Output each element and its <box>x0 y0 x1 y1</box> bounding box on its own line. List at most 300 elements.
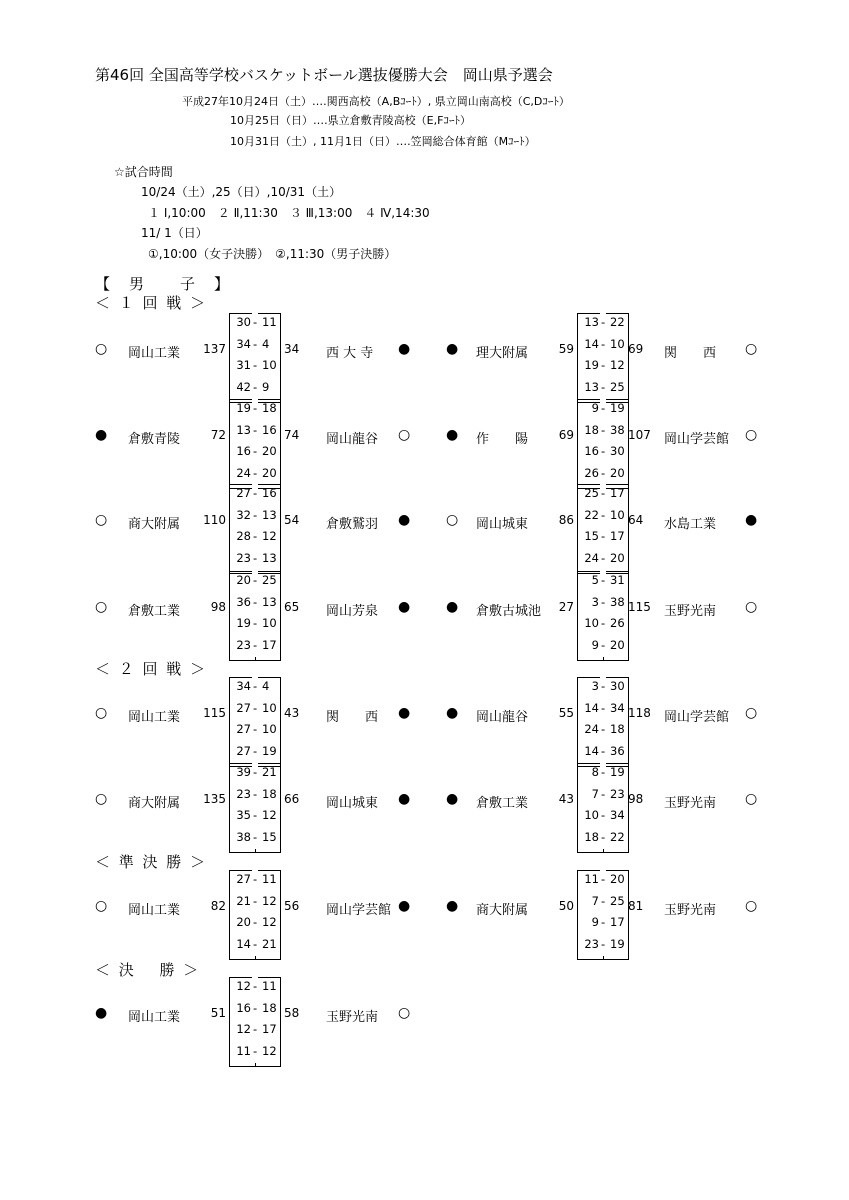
quarter-dash: - <box>600 439 606 463</box>
quarter-dash: - <box>252 310 258 334</box>
team-name: 商大附属 <box>476 903 529 918</box>
quarter-score-right: 15 <box>262 829 277 844</box>
team-name: 岡山工業 <box>128 710 181 725</box>
result-mark: ● <box>398 599 411 615</box>
quarter-score <box>230 481 280 505</box>
quarter-score-left: 22 <box>584 507 599 522</box>
quarter-score-left: 5 <box>591 573 599 587</box>
quarter-score-right: 25 <box>262 573 277 587</box>
quarter-score <box>578 674 628 698</box>
quarter-dash: - <box>252 481 258 505</box>
team-name: 商大附属 <box>128 517 181 532</box>
quarter-dash: - <box>252 332 258 356</box>
quarter-score <box>578 739 628 763</box>
quarter-score-left: 23 <box>584 936 599 951</box>
result-mark: ● <box>398 791 411 807</box>
quarter-score-box <box>229 870 281 960</box>
quarter-score <box>230 332 280 356</box>
quarter-score <box>578 803 628 827</box>
quarter-score <box>578 310 628 334</box>
quarter-score-left: 42 <box>236 379 251 394</box>
round-label: ＜ １ 回 戦 ＞ <box>95 294 208 312</box>
quarter-dash: - <box>600 739 606 763</box>
quarter-score <box>578 611 628 635</box>
quarter-score-left: 34 <box>236 336 251 351</box>
quarter-score-left: 18 <box>584 829 599 844</box>
quarter-dash: - <box>600 674 606 698</box>
quarter-dash: - <box>252 418 258 442</box>
quarter-score <box>230 910 280 934</box>
quarter-score-right: 12 <box>262 808 277 822</box>
quarter-score-right: 21 <box>262 765 277 779</box>
page-title: 第46回 全国高等学校バスケットボール選抜優勝大会 岡山県予選会 <box>95 66 553 84</box>
quarter-score-left: 3 <box>591 594 599 609</box>
team-name: 岡山城東 <box>326 796 379 811</box>
result-mark: ○ <box>745 705 758 721</box>
quarter-dash: - <box>600 889 606 913</box>
quarter-dash: - <box>252 611 258 635</box>
total-score: 54 <box>284 513 300 527</box>
quarter-score-left: 7 <box>591 786 599 801</box>
quarter-score <box>230 611 280 635</box>
quarter-score-box <box>577 313 629 403</box>
quarter-score-right: 23 <box>610 786 625 801</box>
quarter-score <box>230 867 280 891</box>
quarter-score-left: 20 <box>236 915 251 929</box>
quarter-score-box <box>229 399 281 489</box>
total-score: 51 <box>210 1006 226 1020</box>
quarter-score-left: 13 <box>584 379 599 394</box>
quarter-score-left: 27 <box>236 872 251 886</box>
total-score: 135 <box>203 792 226 806</box>
quarter-score-right: 20 <box>610 465 625 480</box>
quarter-score-left: 32 <box>236 507 251 522</box>
quarter-score-left: 30 <box>236 315 251 329</box>
total-score: 86 <box>558 513 574 527</box>
quarter-score-left: 14 <box>236 936 251 951</box>
quarter-score-right: 26 <box>610 616 625 630</box>
quarter-dash: - <box>600 932 606 956</box>
result-mark: ○ <box>95 705 108 721</box>
quarter-score-box <box>577 484 629 574</box>
total-score: 118 <box>628 706 651 720</box>
result-mark: ○ <box>745 599 758 615</box>
times-days-1: 10/24（土）,25（日）,10/31（土） <box>141 185 342 199</box>
team-name: 倉敷青陵 <box>128 432 181 447</box>
quarter-score-right: 22 <box>610 829 625 844</box>
quarter-score <box>578 590 628 614</box>
quarter-score-left: 23 <box>236 637 251 652</box>
quarter-dash: - <box>252 546 258 570</box>
quarter-score <box>578 717 628 741</box>
team-name: 岡山学芸館 <box>326 903 392 918</box>
quarter-score-right: 12 <box>262 529 277 543</box>
total-score: 34 <box>284 342 300 356</box>
total-score: 137 <box>203 342 226 356</box>
quarter-score-right: 16 <box>262 422 277 437</box>
quarter-score-right: 18 <box>610 722 625 736</box>
quarter-dash: - <box>252 439 258 463</box>
quarter-score-right: 10 <box>610 507 625 522</box>
quarter-score-right: 16 <box>262 486 277 500</box>
total-score: 69 <box>558 428 574 442</box>
quarter-score-right: 19 <box>262 743 277 758</box>
result-mark: ● <box>95 1005 108 1021</box>
date-line-1: 平成27年10月24日（土）‥‥関西高校（A,Bｺｰﾄ）, 県立岡山南高校（C,Dｺｰﾄ） <box>182 95 570 108</box>
quarter-score <box>230 1017 280 1041</box>
quarter-score-right: 21 <box>262 936 277 951</box>
team-name: 倉敷鷲羽 <box>326 517 379 532</box>
quarter-score-right: 18 <box>262 786 277 801</box>
quarter-score-left: 13 <box>236 422 251 437</box>
total-score: 50 <box>558 899 574 913</box>
times-slots-2: ①,10:00（女子決勝） ②,11:30（男子決勝） <box>148 247 397 261</box>
quarter-score-right: 12 <box>262 893 277 908</box>
total-score: 56 <box>284 899 300 913</box>
quarter-score-right: 11 <box>262 315 277 329</box>
quarter-score-left: 31 <box>236 358 251 372</box>
quarter-score-right: 10 <box>262 616 277 630</box>
total-score: 69 <box>628 342 644 356</box>
result-mark: ○ <box>446 512 459 528</box>
quarter-dash: - <box>252 633 258 657</box>
quarter-dash: - <box>600 375 606 399</box>
quarter-score <box>230 439 280 463</box>
quarter-dash: - <box>252 782 258 806</box>
quarter-score-left: 7 <box>591 893 599 908</box>
quarter-score-right: 36 <box>610 743 625 758</box>
quarter-dash: - <box>252 353 258 377</box>
total-score: 43 <box>558 792 574 806</box>
quarter-score-left: 23 <box>236 786 251 801</box>
quarter-score-left: 8 <box>591 765 599 779</box>
quarter-score-left: 10 <box>584 808 599 822</box>
quarter-score-right: 17 <box>262 1022 277 1036</box>
quarter-dash: - <box>600 782 606 806</box>
quarter-score <box>230 674 280 698</box>
result-mark: ● <box>398 898 411 914</box>
quarter-score-right: 18 <box>262 401 277 415</box>
quarter-dash: - <box>252 867 258 891</box>
quarter-score <box>230 974 280 998</box>
quarter-dash: - <box>252 590 258 614</box>
result-mark: ○ <box>95 512 108 528</box>
quarter-score-left: 27 <box>236 700 251 715</box>
quarter-score <box>578 760 628 784</box>
quarter-score-left: 11 <box>236 1043 251 1058</box>
quarter-score-left: 11 <box>584 872 599 886</box>
result-mark: ● <box>446 791 459 807</box>
quarter-score-right: 31 <box>610 573 625 587</box>
quarter-score-left: 21 <box>236 893 251 908</box>
quarter-dash: - <box>600 910 606 934</box>
quarter-dash: - <box>600 546 606 570</box>
quarter-score-box <box>577 571 629 661</box>
quarter-score-box <box>229 313 281 403</box>
quarter-score-left: 24 <box>236 465 251 480</box>
team-name: 岡山学芸館 <box>664 432 730 447</box>
quarter-score-left: 24 <box>584 550 599 565</box>
quarter-score <box>578 332 628 356</box>
quarter-score-right: 10 <box>262 358 277 372</box>
quarter-score <box>578 524 628 548</box>
result-mark: ● <box>745 512 758 528</box>
quarter-score <box>230 1039 280 1063</box>
team-name: 岡山龍谷 <box>326 432 379 447</box>
times-heading: ☆試合時間 <box>114 165 173 179</box>
quarter-score-right: 20 <box>262 465 277 480</box>
team-name: 作 陽 <box>476 432 529 447</box>
team-name: 玉野光南 <box>326 1010 379 1025</box>
total-score: 107 <box>628 428 651 442</box>
quarter-dash: - <box>252 375 258 399</box>
team-name: 倉敷工業 <box>128 604 181 619</box>
team-name: 関 西 <box>664 346 717 361</box>
quarter-score-right: 19 <box>610 401 625 415</box>
quarter-score <box>230 353 280 377</box>
quarter-score-right: 20 <box>262 444 277 458</box>
times-slots-1: １ Ⅰ,10:00 ２ Ⅱ,11:30 ３ Ⅲ,13:00 ４ Ⅳ,14:30 <box>148 206 430 220</box>
round-label: ＜ 準 決 勝 ＞ <box>95 853 208 871</box>
quarter-score-right: 19 <box>610 765 625 779</box>
result-mark: ● <box>446 898 459 914</box>
quarter-score-right: 25 <box>610 379 625 394</box>
quarter-score-right: 34 <box>610 808 625 822</box>
result-mark: ● <box>95 427 108 443</box>
quarter-dash: - <box>600 633 606 657</box>
quarter-score <box>230 568 280 592</box>
result-mark: ○ <box>745 341 758 357</box>
quarter-score <box>230 996 280 1020</box>
result-mark: ○ <box>398 427 411 443</box>
quarter-score-left: 19 <box>584 358 599 372</box>
quarter-dash: - <box>252 568 258 592</box>
quarter-score <box>230 310 280 334</box>
quarter-dash: - <box>252 1017 258 1041</box>
quarter-dash: - <box>600 418 606 442</box>
team-name: 岡山工業 <box>128 346 181 361</box>
quarter-dash: - <box>252 461 258 485</box>
result-mark: ○ <box>95 599 108 615</box>
quarter-score-left: 10 <box>584 616 599 630</box>
quarter-score <box>230 717 280 741</box>
quarter-score-right: 12 <box>262 915 277 929</box>
quarter-score-right: 19 <box>610 936 625 951</box>
quarter-score <box>230 524 280 548</box>
quarter-score-left: 13 <box>584 315 599 329</box>
quarter-dash: - <box>252 396 258 420</box>
round-label: ＜ ２ 回 戦 ＞ <box>95 660 208 678</box>
quarter-score <box>230 760 280 784</box>
quarter-score <box>578 696 628 720</box>
quarter-score <box>578 546 628 570</box>
quarter-score <box>578 782 628 806</box>
quarter-score-left: 18 <box>584 422 599 437</box>
team-name: 西 大 寺 <box>326 346 374 361</box>
result-mark: ○ <box>398 1005 411 1021</box>
result-mark: ● <box>398 512 411 528</box>
team-name: 玉野光南 <box>664 796 717 811</box>
result-mark: ● <box>398 341 411 357</box>
quarter-dash: - <box>252 1039 258 1063</box>
quarter-score-box <box>229 484 281 574</box>
quarter-score-right: 20 <box>610 550 625 565</box>
quarter-dash: - <box>252 524 258 548</box>
team-name: 水島工業 <box>664 517 717 532</box>
total-score: 65 <box>284 600 300 614</box>
quarter-score-right: 13 <box>262 594 277 609</box>
quarter-score-right: 18 <box>262 1000 277 1015</box>
result-mark: ○ <box>745 898 758 914</box>
quarter-score-left: 27 <box>236 722 251 736</box>
quarter-score-left: 26 <box>584 465 599 480</box>
quarter-score-right: 20 <box>610 637 625 652</box>
quarter-score-right: 10 <box>610 336 625 351</box>
quarter-score-right: 13 <box>262 507 277 522</box>
quarter-score-right: 22 <box>610 315 625 329</box>
quarter-dash: - <box>252 932 258 956</box>
result-mark: ● <box>446 599 459 615</box>
result-mark: ○ <box>95 898 108 914</box>
quarter-score <box>578 568 628 592</box>
quarter-dash: - <box>600 332 606 356</box>
quarter-score <box>578 825 628 849</box>
quarter-score <box>578 633 628 657</box>
quarter-score-left: 16 <box>236 1000 251 1015</box>
quarter-score-left: 25 <box>584 486 599 500</box>
date-line-2: 10月25日（日）‥‥県立倉敷青陵高校（E,Fｺｰﾄ） <box>230 114 471 127</box>
quarter-score-right: 30 <box>610 679 625 693</box>
total-score: 43 <box>284 706 300 720</box>
quarter-score-left: 38 <box>236 829 251 844</box>
quarter-score-left: 12 <box>236 979 251 993</box>
quarter-score <box>578 418 628 442</box>
quarter-score-left: 36 <box>236 594 251 609</box>
quarter-score <box>230 932 280 956</box>
total-score: 115 <box>628 600 651 614</box>
quarter-score <box>578 910 628 934</box>
team-name: 岡山芳泉 <box>326 604 379 619</box>
quarter-dash: - <box>600 353 606 377</box>
total-score: 72 <box>210 428 226 442</box>
team-name: 岡山学芸館 <box>664 710 730 725</box>
quarter-score-box <box>229 977 281 1067</box>
quarter-score <box>230 375 280 399</box>
quarter-dash: - <box>600 696 606 720</box>
quarter-score-left: 39 <box>236 765 251 779</box>
quarter-dash: - <box>252 910 258 934</box>
quarter-dash: - <box>600 867 606 891</box>
quarter-score-left: 19 <box>236 401 251 415</box>
quarter-score-left: 14 <box>584 336 599 351</box>
quarter-score <box>578 889 628 913</box>
total-score: 74 <box>284 428 300 442</box>
quarter-dash: - <box>600 590 606 614</box>
quarter-score-right: 10 <box>262 700 277 715</box>
quarter-score-right: 12 <box>262 1043 277 1058</box>
quarter-score <box>230 396 280 420</box>
total-score: 81 <box>628 899 644 913</box>
team-name: 玉野光南 <box>664 604 717 619</box>
quarter-score-left: 35 <box>236 808 251 822</box>
quarter-score-left: 9 <box>591 401 599 415</box>
quarter-score <box>230 590 280 614</box>
result-mark: ○ <box>745 791 758 807</box>
quarter-score-left: 24 <box>584 722 599 736</box>
quarter-score-left: 15 <box>584 529 599 543</box>
quarter-score-left: 23 <box>236 550 251 565</box>
quarter-score-right: 17 <box>610 486 625 500</box>
team-name: 岡山工業 <box>128 1010 181 1025</box>
team-name: 倉敷工業 <box>476 796 529 811</box>
quarter-score-right: 17 <box>610 915 625 929</box>
total-score: 98 <box>210 600 226 614</box>
quarter-dash: - <box>252 503 258 527</box>
total-score: 55 <box>558 706 574 720</box>
quarter-score-right: 13 <box>262 550 277 565</box>
quarter-dash: - <box>252 717 258 741</box>
quarter-dash: - <box>600 481 606 505</box>
quarter-dash: - <box>600 825 606 849</box>
quarter-score <box>578 375 628 399</box>
quarter-score-left: 9 <box>591 637 599 652</box>
quarter-score <box>230 418 280 442</box>
quarter-score-right: 17 <box>262 637 277 652</box>
quarter-score-right: 12 <box>610 358 625 372</box>
quarter-dash: - <box>252 974 258 998</box>
quarter-dash: - <box>252 739 258 763</box>
quarter-score <box>578 503 628 527</box>
quarter-score-box <box>577 870 629 960</box>
total-score: 110 <box>203 513 226 527</box>
quarter-dash: - <box>600 524 606 548</box>
quarter-score-right: 34 <box>610 700 625 715</box>
total-score: 66 <box>284 792 300 806</box>
quarter-score <box>230 503 280 527</box>
quarter-dash: - <box>252 803 258 827</box>
quarter-score-left: 16 <box>236 444 251 458</box>
quarter-score <box>578 396 628 420</box>
team-name: 玉野光南 <box>664 903 717 918</box>
quarter-score-right: 11 <box>262 979 277 993</box>
quarter-dash: - <box>600 611 606 635</box>
result-mark: ● <box>446 705 459 721</box>
quarter-score-left: 34 <box>236 679 251 693</box>
quarter-score-right: 17 <box>610 529 625 543</box>
quarter-score-right: 9 <box>262 379 270 394</box>
quarter-score <box>230 825 280 849</box>
quarter-score-left: 14 <box>584 700 599 715</box>
times-days-2: 11/ 1（日） <box>141 226 208 240</box>
quarter-score-right: 20 <box>610 872 625 886</box>
total-score: 59 <box>558 342 574 356</box>
result-mark: ○ <box>745 427 758 443</box>
quarter-score-left: 28 <box>236 529 251 543</box>
quarter-dash: - <box>600 568 606 592</box>
quarter-score-right: 38 <box>610 422 625 437</box>
quarter-score-box <box>577 763 629 853</box>
quarter-score-box <box>577 399 629 489</box>
quarter-score <box>230 889 280 913</box>
quarter-score-left: 9 <box>591 915 599 929</box>
team-name: 岡山龍谷 <box>476 710 529 725</box>
quarter-dash: - <box>600 310 606 334</box>
quarter-dash: - <box>600 396 606 420</box>
quarter-dash: - <box>252 760 258 784</box>
quarter-dash: - <box>600 717 606 741</box>
total-score: 58 <box>284 1006 300 1020</box>
quarter-score-left: 14 <box>584 743 599 758</box>
